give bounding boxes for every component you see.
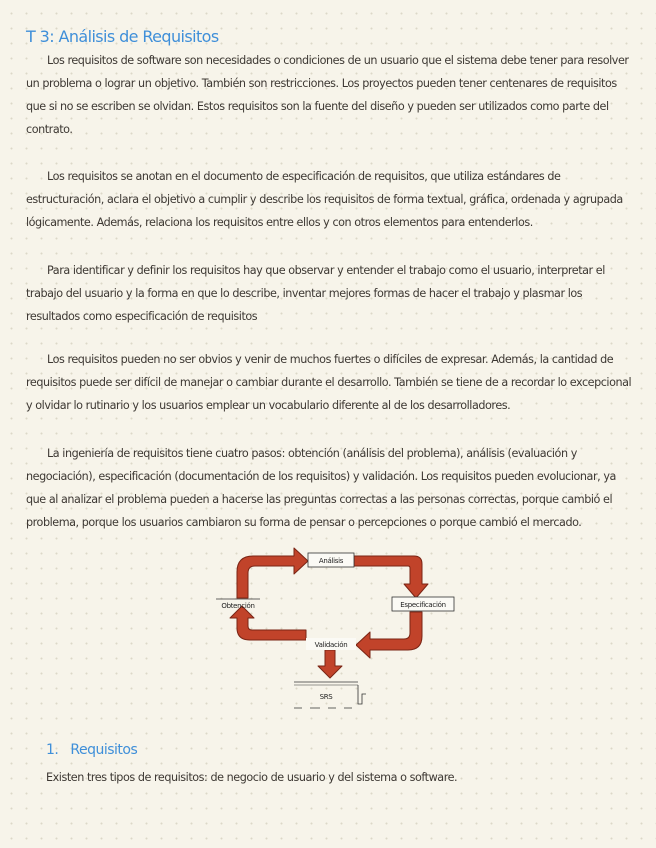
arrow-validacion-to-srs	[318, 650, 342, 678]
arrow-obtencion-to-analisis	[237, 548, 308, 598]
node-especificacion-label: Especificación	[400, 601, 446, 609]
node-srs-label: SRS	[319, 693, 333, 701]
requirements-cycle-diagram	[210, 542, 462, 714]
node-analisis-label: Análisis	[318, 557, 344, 565]
arrow-analisis-to-especificacion	[354, 556, 428, 598]
arrow-validacion-to-obtencion	[230, 606, 306, 640]
section-title: Requisitos	[70, 742, 138, 758]
paragraph: Los requisitos de software son necesidades o condiciones de un usuario que el sistema debe tener para resolver un problema o lograr un objetivo. También son restricciones. Los proyectos pueden tener centenares de requisitos que si no se escriben se olvidan. Estos requisitos son la fuente del diseño y pueden ser utilizados como parte del contrato.	[26, 54, 629, 136]
node-obtencion-label: Obtención	[221, 602, 255, 610]
page-title: T 3: Análisis de Requisitos	[26, 27, 219, 46]
arrow-especificacion-to-validacion	[356, 612, 422, 658]
paragraph: Los requisitos se anotan en el documento de especificación de requisitos, que utiliza estándares de estructuración, aclara el objetivo a cumplir y describe los requisitos de forma textual, gráfica, ordenada y agrupada lógicamente. Además, relaciona los requisitos entre ellos y con otros elementos para entenderlos.	[26, 170, 623, 229]
paragraph: Para identificar y definir los requisitos hay que observar y entender el trabajo como el usuario, interpretar el trabajo del usuario y la forma en que lo describe, inventar mejores formas de hacer el trabajo y plasmar los resultados como especificación de requisitos	[26, 264, 605, 323]
section-paragraph: Existen tres tipos de requisitos: de negocio de usuario y del sistema o software.	[46, 771, 458, 784]
node-srs-side	[358, 685, 366, 704]
paragraph: Los requisitos pueden no ser obvios y venir de muchos fuertes o difíciles de expresar. Además, la cantidad de requisitos puede ser difícil de manejar o cambiar durante el desarrollo. También se tiene de a recordar lo excepcional y olvidar lo rutinario y los usuarios emplear un vocabulario diferente al de los desarrolladores.	[26, 353, 632, 412]
node-validacion-label: Validación	[314, 641, 348, 649]
section-number: 1.	[46, 742, 59, 758]
section-heading	[46, 742, 137, 758]
paragraph: La ingeniería de requisitos tiene cuatro pasos: obtención (análisis del problema), análisis (evaluación y negociación), especificación (documentación de los requisitos) y validación. Los requisitos pueden evolucionar, ya que al analizar el problema pueden a hacerse las preguntas correctas a las personas correctas, porque cambió el problema, porque los usuarios cambiaron su forma de pensar o percepciones o porque cambió el mercado.	[26, 447, 616, 529]
